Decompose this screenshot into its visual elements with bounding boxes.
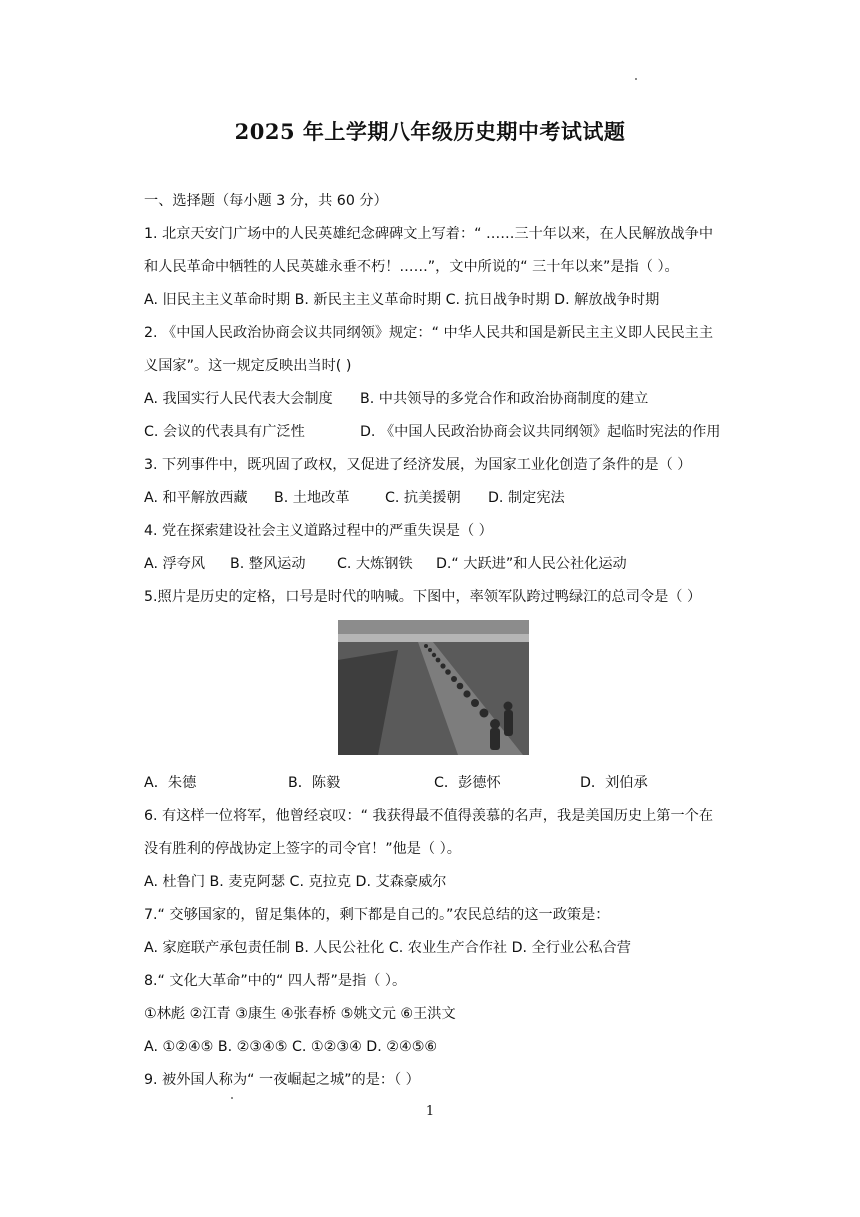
scan-mark (635, 78, 637, 80)
question-8-options: A. ①②④⑤ B. ②③④⑤ C. ①②③④ D. ②④⑤⑥ (144, 1039, 438, 1055)
question-2-stem-line1: 2. 《中国人民政治协商会议共同纲领》规定：“ 中华人民共和国是新民主主义即人民民主主 (144, 325, 714, 341)
question-2-options-row2 (144, 423, 734, 441)
question-4-stem: 4. 党在探索建设社会主义道路过程中的严重失误是（ ） (144, 523, 493, 539)
photo-illustration (338, 620, 529, 755)
question-2-option-d: D. 《中国人民政治协商会议共同纲领》起临时宪法的作用 (360, 424, 721, 440)
question-2-option-a: A. 我国实行人民代表大会制度 (144, 391, 333, 407)
question-4-option-a: A. 浮夸风 (144, 556, 206, 572)
crossing-yalu-river-photo (338, 620, 529, 755)
question-5-option-c: C．彭德怀 (434, 775, 501, 791)
question-5-option-b: B．陈毅 (288, 775, 341, 791)
question-8-items: ①林彪 ②江青 ③康生 ④张春桥 ⑤姚文元 ⑥王洪文 (144, 1006, 456, 1022)
question-5-option-d: D．刘伯承 (580, 775, 648, 791)
question-1-stem-line1: 1. 北京天安门广场中的人民英雄纪念碑碑文上写着：“ ……三十年以来，在人民解放战争中 (144, 226, 714, 242)
question-4-option-b: B. 整风运动 (230, 556, 306, 572)
question-6-options: A. 杜鲁门 B. 麦克阿瑟 C. 克拉克 D. 艾森豪威尔 (144, 874, 447, 890)
question-4-option-d: D.“ 大跃进”和人民公社化运动 (436, 556, 627, 572)
question-2-option-b: B. 中共领导的多党合作和政治协商制度的建立 (360, 391, 649, 407)
question-5-options (144, 774, 734, 792)
question-5-stem: 5.照片是历史的定格，口号是时代的呐喊。下图中，率领军队跨过鸭绿江的总司令是（ ） (144, 589, 702, 605)
question-1-options: A. 旧民主主义革命时期 B. 新民主主义革命时期 C. 抗日战争时期 D. 解放战争时期 (144, 292, 660, 308)
question-3-option-b: B. 土地改革 (274, 490, 350, 506)
question-7-stem: 7.“ 交够国家的，留足集体的，剩下都是自己的。”农民总结的这一政策是： (144, 907, 610, 923)
question-6-stem-line2: 没有胜利的停战协定上签字的司令官！”他是（ ）。 (144, 841, 461, 857)
question-7-options: A. 家庭联产承包责任制 B. 人民公社化 C. 农业生产合作社 D. 全行业公私合营 (144, 940, 631, 956)
question-2-options-row1 (144, 390, 734, 408)
question-1-stem-line2: 和人民革命中牺牲的人民英雄永垂不朽！……”，文中所说的“ 三十年以来”是指（ ）。 (144, 259, 679, 275)
question-3-option-c: C. 抗美援朝 (385, 490, 461, 506)
question-9-stem: 9. 被外国人称为“ 一夜崛起之城”的是：（ ） (144, 1072, 420, 1088)
question-2-stem-line2: 义国家”。这一规定反映出当时( ) (144, 358, 352, 374)
question-3-options (144, 489, 734, 507)
question-4-options (144, 555, 734, 573)
question-3-option-a: A. 和平解放西藏 (144, 490, 248, 506)
question-8-stem: 8.“ 文化大革命”中的“ 四人帮”是指（ ）。 (144, 973, 407, 989)
page-title: 2025 年上学期八年级历史期中考试试题 (234, 119, 626, 144)
question-3-option-d: D. 制定宪法 (488, 490, 565, 506)
question-3-stem: 3. 下列事件中，既巩固了政权，又促进了经济发展，为国家工业化创造了条件的是（ ） (144, 457, 692, 473)
question-4-option-c: C. 大炼钢铁 (337, 556, 413, 572)
question-5-option-a: A．朱德 (144, 775, 197, 791)
page-number: 1 (425, 1104, 435, 1119)
scan-mark (231, 1097, 233, 1099)
question-2-option-c: C. 会议的代表具有广泛性 (144, 424, 305, 440)
question-6-stem-line1: 6. 有这样一位将军，他曾经哀叹：“ 我获得最不值得羡慕的名声，我是美国历史上第一个在 (144, 808, 714, 824)
section-heading: 一、选择题（每小题 3 分，共 60 分） (144, 193, 388, 209)
